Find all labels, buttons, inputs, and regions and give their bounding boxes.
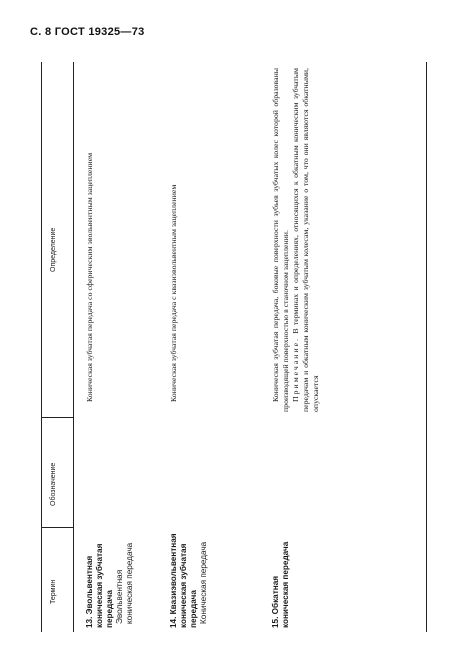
term-cell bbox=[271, 532, 291, 628]
definition-cell bbox=[169, 68, 179, 412]
term-name: 14. Квазиэвольвентная коническая зубчатая передача bbox=[169, 533, 198, 628]
terms-table bbox=[41, 62, 427, 632]
term-synonym: Эвольвентная коническая передача bbox=[115, 542, 134, 624]
term-name: 15. Обкатная коническая передача bbox=[271, 541, 290, 628]
note-label: Примечание. bbox=[291, 336, 300, 402]
definition-cell bbox=[85, 68, 95, 412]
definition-note bbox=[291, 68, 321, 412]
note-text: В терминах и определениях, относящихся к обкатным коническим зубчатым передачам и обкатным коническим зубчатым колесам, указание о том, что они являются обкатными, опускается bbox=[291, 68, 320, 412]
definition-text: Коническая зубчатая передача, боковые поверхности зубьев зубчатых колес которой образованы производящей поверхностью в станочном зацеплении. bbox=[271, 68, 290, 412]
definition-cell bbox=[271, 68, 321, 412]
column-divider bbox=[41, 417, 73, 418]
term-cell bbox=[85, 532, 135, 628]
term-synonym: Коническая передача bbox=[199, 541, 208, 624]
column-header-term: Термин bbox=[50, 579, 57, 604]
table-top-rule bbox=[41, 62, 42, 632]
column-header-definition: Определение bbox=[50, 227, 57, 272]
column-divider bbox=[41, 527, 73, 528]
term-name: 13. Эвольвентная коническая зубчатая передача bbox=[85, 543, 114, 628]
page-header: С. 8 ГОСТ 19325—73 bbox=[30, 26, 145, 38]
definition-text: Коническая зубчатая передача со сферическим эвольвентным зацеплением bbox=[85, 152, 94, 402]
rotated-table bbox=[41, 62, 427, 632]
table-bottom-rule bbox=[426, 62, 427, 632]
term-cell bbox=[169, 532, 209, 628]
table-header-rule bbox=[73, 62, 74, 632]
column-header-designation: Обозначение bbox=[50, 462, 57, 506]
definition-text: Коническая зубчатая передача с квазиэвольвентным зацеплением bbox=[169, 184, 178, 402]
